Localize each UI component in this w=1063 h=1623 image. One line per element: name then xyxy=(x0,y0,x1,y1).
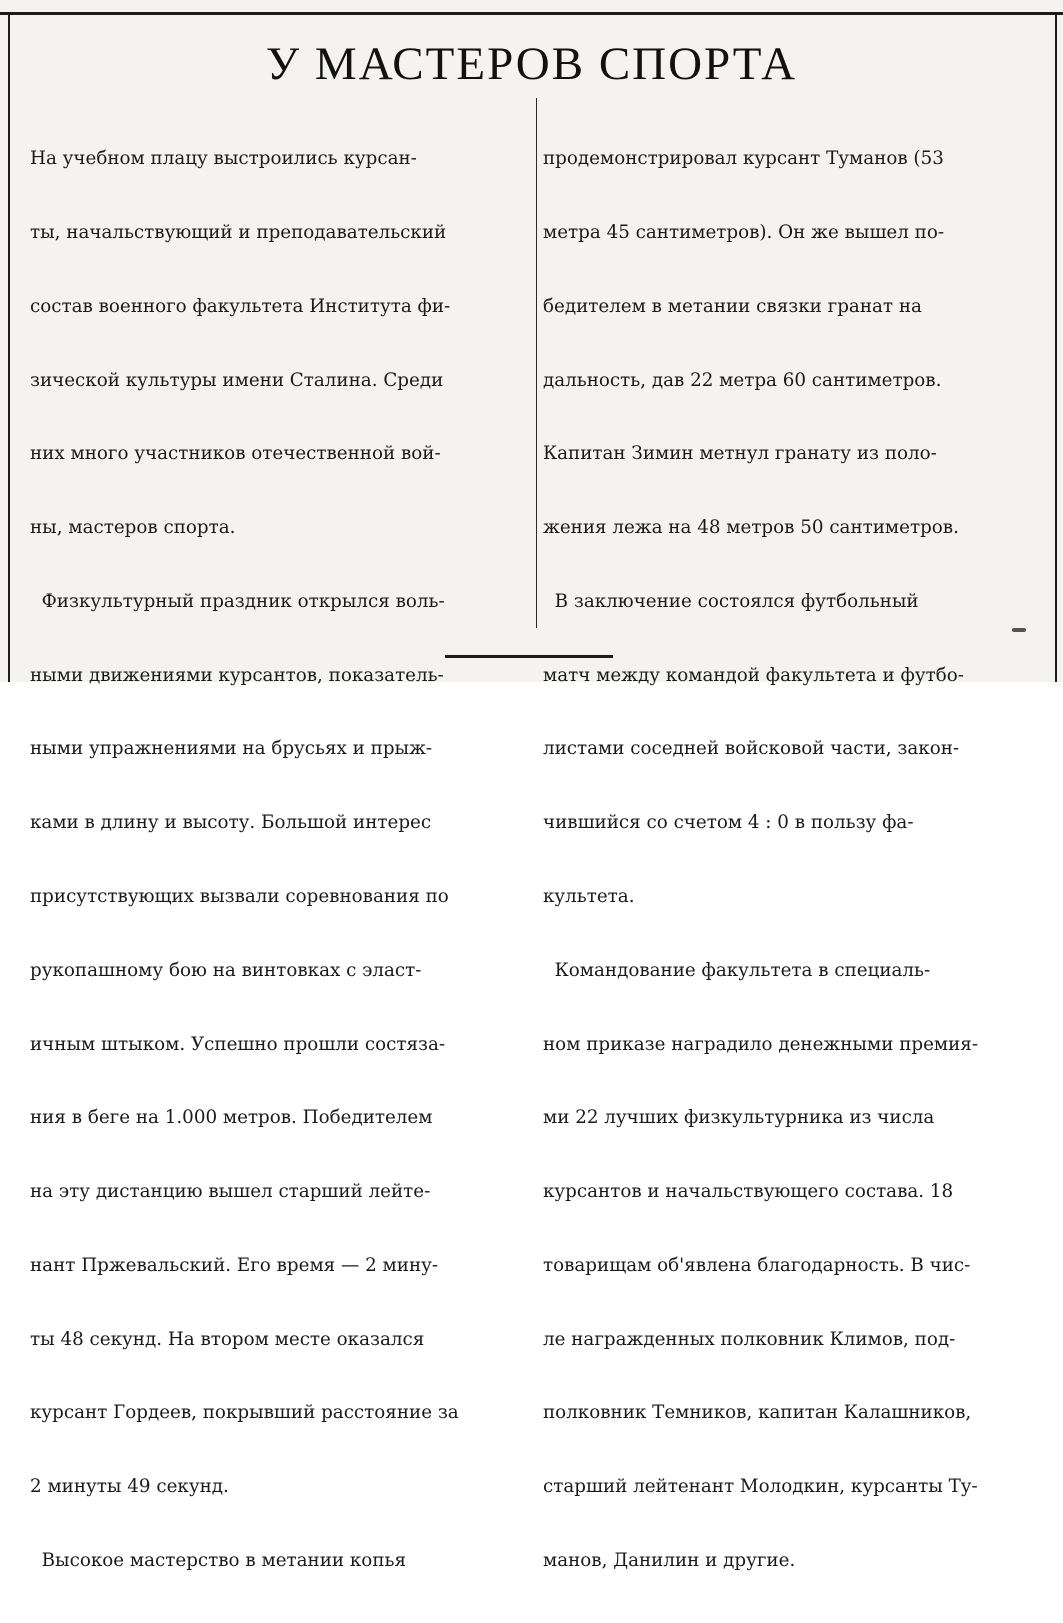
text-line: ты, начальствующий и преподавательский xyxy=(30,221,447,243)
article-right-column xyxy=(543,98,1043,1623)
text-line: ичным штыком. Успешно прошли состяза- xyxy=(30,1033,446,1055)
column-divider xyxy=(536,98,537,628)
text-line: полковник Темников, капитан Калашников, xyxy=(543,1402,972,1424)
text-line: На учебном плацу выстроились курсан- xyxy=(30,148,417,170)
print-smudge xyxy=(1012,628,1026,632)
text-line: ния в беге на 1.000 метров. Победителем xyxy=(30,1107,433,1129)
text-line: ном приказе наградило денежными премия- xyxy=(543,1033,979,1055)
text-line: ны, мастеров спорта. xyxy=(30,517,236,539)
text-line: нант Пржевальский. Его время — 2 мину- xyxy=(30,1254,439,1276)
text-line: курсантов и начальствующего состава. 18 xyxy=(543,1181,954,1203)
text-line: ками в длину и высоту. Большой интерес xyxy=(30,812,432,834)
text-line: на эту дистанцию вышел старший лейте- xyxy=(30,1181,431,1203)
text-line: манов, Данилин и другие. xyxy=(543,1550,796,1572)
text-line: матч между командой факультета и футбо- xyxy=(543,664,964,686)
text-line: курсант Гордеев, покрывший расстояние за xyxy=(30,1402,459,1424)
text-line: ными упражнениями на брусьях и прыж- xyxy=(30,738,433,760)
text-line: Физкультурный праздник открылся воль- xyxy=(30,590,445,612)
text-line: рукопашному бою на винтовках с эласт- xyxy=(30,959,422,981)
right-border-rule xyxy=(1055,12,1057,682)
text-line: бедителем в метании связки гранат на xyxy=(543,295,922,317)
text-line: старший лейтенант Молодкин, курсанты Ту- xyxy=(543,1476,978,1498)
text-line: ты 48 секунд. На втором месте оказался xyxy=(30,1328,425,1350)
article-headline: У МАСТЕРОВ СПОРТА xyxy=(265,38,798,90)
top-border-rule xyxy=(0,12,1063,15)
text-line: 2 минуты 49 секунд. xyxy=(30,1476,229,1498)
text-line: зической культуры имени Сталина. Среди xyxy=(30,369,444,391)
text-line: Капитан Зимин метнул гранату из поло- xyxy=(543,443,937,465)
text-line: жения лежа на 48 метров 50 сантиметров. xyxy=(543,517,959,539)
text-line: ле награжденных полковник Климов, под- xyxy=(543,1328,956,1350)
left-border-rule xyxy=(8,12,10,682)
text-line: дальность, дав 22 метра 60 сантиметров. xyxy=(543,369,942,391)
text-line: культета. xyxy=(543,886,635,907)
text-line: ными движениями курсантов, показатель- xyxy=(30,664,444,686)
text-line: листами соседней войсковой части, закон- xyxy=(543,738,960,760)
article-end-rule xyxy=(445,655,613,658)
text-line: чившийся со счетом 4 : 0 в пользу фа- xyxy=(543,812,914,834)
text-line: присутствующих вызвали соревнования по xyxy=(30,886,449,907)
text-line: метра 45 сантиметров). Он же вышел по- xyxy=(543,221,945,243)
text-line: ми 22 лучших физкультурника из числа xyxy=(543,1107,935,1129)
text-line: Командование факультета в специаль- xyxy=(543,959,931,981)
article-left-column xyxy=(30,98,530,1623)
text-line: В заключение состоялся футбольный xyxy=(543,590,919,612)
text-line: товарищам об'явлена благодарность. В чис- xyxy=(543,1254,971,1276)
text-line: Высокое мастерство в метании копья xyxy=(30,1550,406,1572)
text-line: состав военного факультета Института фи- xyxy=(30,295,451,317)
text-line: них много участников отечественной вой- xyxy=(30,443,441,465)
text-line: продемонстрировал курсант Туманов (53 xyxy=(543,148,944,170)
